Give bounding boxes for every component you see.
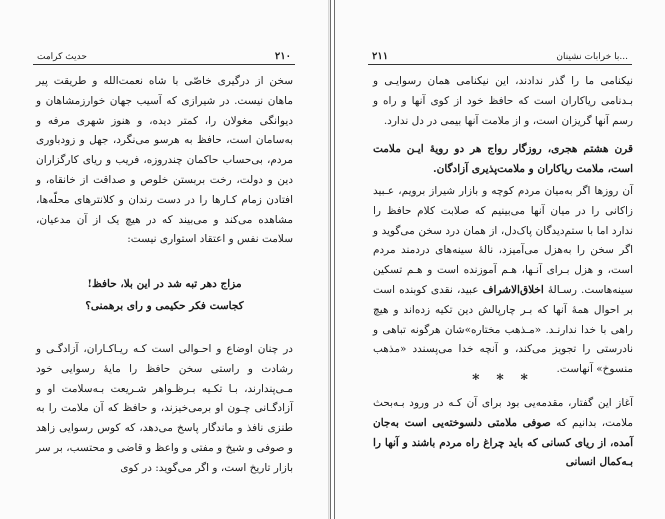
paragraph-text: آغاز این گفتار، مقدمه‌یی بود برای آن کـه در ورود بـه‌بحث ملامت، بدانیم که xyxy=(373,397,633,429)
running-header: حدیث کرامت xyxy=(37,52,87,62)
page-number: ۲۱۱ xyxy=(372,51,389,62)
right-page xyxy=(335,0,665,519)
paragraph: نیکنامی ما را گذر ندادند، این نیکنامی همان رسوایـی و بـدنامی ریاکاران است که حافظ خود از کوی آنها و راه و رسم آنها گریزان است، و از ملامت آنها بیمی در دل ندارد. xyxy=(373,75,633,127)
verse-line: کجاست فکر حکیمی و رای برهمنی؟ xyxy=(85,300,244,312)
paragraph xyxy=(373,394,633,473)
running-header: با خرابات نشینان... xyxy=(556,52,628,62)
paragraph-text: عبید، نقدی کوبنده است بر احوال همهٔ آنها که بـر چارپالش دین تکیه زده‌اند و هیچ راهی با خدا ندارنـد. «مـذهب مختاره»شان هرگونه تباهی و نادرستی را تجویز می‌کند، و آنچه خدا می‌پسندد «مذهب منسوخ» آنهاست. xyxy=(373,283,633,376)
verse-line: مزاج دهر تبه شد در این بلا، حافظ! xyxy=(87,278,242,290)
page-number: ۲۱۰ xyxy=(274,51,291,62)
left-page xyxy=(0,0,330,519)
right-body-para4 xyxy=(373,394,633,473)
book-title: اخلاق‌الاشراف xyxy=(482,283,544,296)
right-page-header xyxy=(368,50,632,65)
left-page-header xyxy=(33,50,295,65)
bold-paragraph: قرن هشتم هجری، روزگار رواج هر دو رویهٔ ایـن ملامت است، ملامت ریاکاران و ملامت‌پذیری آزادگان. xyxy=(373,143,633,175)
right-body-para1 xyxy=(373,72,633,131)
left-body-para2 xyxy=(36,340,293,479)
right-body-para3 xyxy=(373,182,633,380)
left-body-para1 xyxy=(36,72,293,250)
paragraph: سخن از درگیری خاصّی با شاه نعمت‌الله و طریقت پیر ماهان نیست. در شیرازی که آسیب جهان خوارزمشاهان و دیوانگی مغولان را، کمتر دیده، و هنوز شهری مرفه و به‌سامان است، حافظ به هرسو می‌نگرد، جهل و زودباوری مردم، بی‌حساب حاکمان چندروزه، فریب و ریای کارگزاران دین و دولت، رخت بربستن خلوص و صداقت از خانقاه، و افتادن زمام کـارها را در دست رندان و کلانترهای محلّه‌ها، مشاهده می‌کند و می‌بیند که در هیچ یک از آن مدعیان، سلامت نفس و اعتقاد استواری نیست: xyxy=(36,75,293,246)
paragraph-text: آن روزها اگر به‌میان مردم کوچه و بازار شیراز برویم، عـبید زاکانی را در میان آنها می‌بینیم که صلابت کلام حافظ را ندارد اما با ستم‌دیدگان پاک‌دل، از همان درد سخن می‌گوید و اگر سخن را به‌هزل می‌آمیزد، نالهٔ سینه‌های دردمند مردم است، و هزل بـرای آنـها، هـم آموزنده است و هـم تسکین سینه‌هاست. رسـالهٔ xyxy=(373,185,633,296)
right-body-para2 xyxy=(373,140,633,180)
paragraph: در چنان اوضاع و احـوالی است کـه ریـاکـاران، آزادگـی و رشادت و راستی سخن حافظ را مایهٔ رسوایی خود مـی‌پندارند، بـا تکـیه بـرظـواهر شـریعت بـه‌سلامت او و آزادگـانی چـون او برمی‌خیزند، و حافظ که آن ملامت را به طنزی نافذ و ماندگار پاسخ می‌دهد، که کوس رسوایی زاهد و صوفی و شیخ و مفتی و واعظ و قاضی و محتسب، بر سر بازار تاریخ است، و اگر می‌گوید: در کوی xyxy=(36,343,293,474)
paragraph xyxy=(373,182,633,380)
section-break: * * * xyxy=(472,372,534,388)
bold-text: صوفی ملامتی دلسوخته‌یی است به‌جان آمده، از ریای کسانی که باید چراغ راه مردم باشند و آنها را بـه‌کمال انسانی xyxy=(373,416,633,469)
